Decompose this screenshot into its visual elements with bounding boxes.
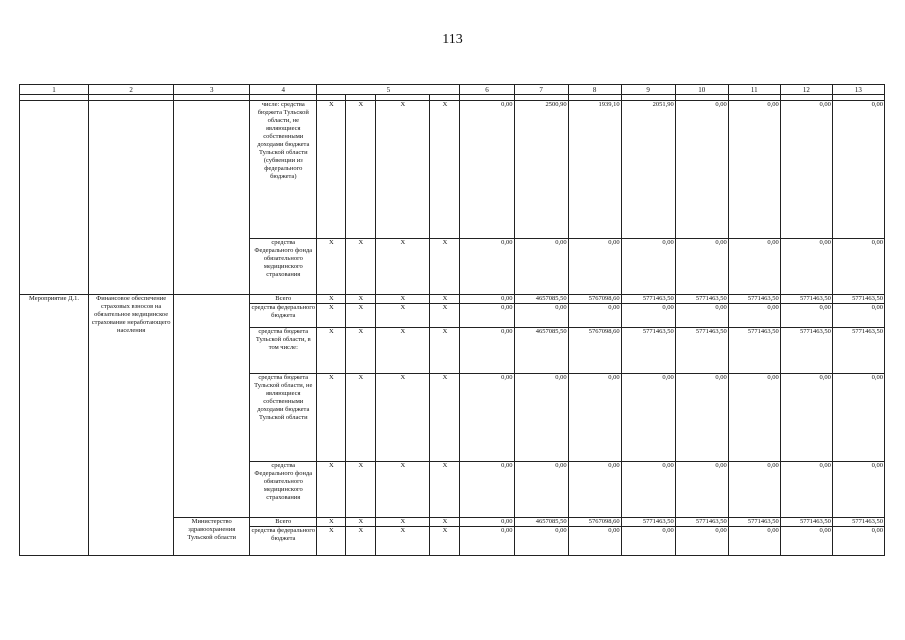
value-cell: 0,00 (832, 527, 884, 556)
value-cell: 5771463,50 (728, 518, 780, 527)
value-cell: 0,00 (728, 462, 780, 518)
header-cell: 6 (460, 85, 514, 95)
measure-id: Мероприятие Д.1. (20, 295, 89, 556)
x-mark-cell: X (317, 295, 346, 304)
value-cell: 0,00 (780, 374, 832, 462)
value-cell: 0,00 (780, 304, 832, 328)
value-cell: 0,00 (460, 518, 514, 527)
x-mark-cell: X (317, 328, 346, 374)
description-cell: средства федерального бюджета (250, 304, 317, 328)
x-mark-cell: X (430, 527, 460, 556)
value-cell: 0,00 (568, 239, 621, 295)
description-cell: средства федерального бюджета (250, 527, 317, 556)
value-cell: 5771463,50 (780, 295, 832, 304)
value-cell: 5771463,50 (621, 518, 675, 527)
value-cell: 0,00 (621, 462, 675, 518)
x-mark-cell: X (430, 328, 460, 374)
header-cell: 3 (174, 85, 250, 95)
value-cell: 0,00 (460, 101, 514, 239)
x-mark-cell: X (317, 462, 346, 518)
header-cell: 9 (621, 85, 675, 95)
value-cell: 0,00 (675, 101, 728, 239)
x-mark-cell: X (430, 239, 460, 295)
value-cell: 5771463,50 (621, 328, 675, 374)
x-mark-cell: X (346, 295, 376, 304)
page-number: 113 (442, 32, 463, 47)
description-cell: числе: средства бюджета Тульской области, не являющиеся собственными доходами бюджета Тульской области (субвенции из федерального бюджета) (250, 101, 317, 239)
value-cell: 0,00 (460, 374, 514, 462)
measure-title: Финансовое обеспечение страховых взносов на обязательное медицинское страхование неработающего населения (89, 295, 174, 556)
x-mark-cell: X (317, 239, 346, 295)
x-mark-cell: X (430, 374, 460, 462)
value-cell: 0,00 (568, 374, 621, 462)
x-mark-cell: X (346, 527, 376, 556)
x-mark-cell: X (376, 527, 430, 556)
value-cell: 0,00 (621, 239, 675, 295)
header-cell: 2 (89, 85, 174, 95)
value-cell: 5771463,50 (675, 295, 728, 304)
value-cell: 0,00 (568, 462, 621, 518)
x-mark-cell: X (317, 101, 346, 239)
value-cell: 0,00 (514, 239, 568, 295)
value-cell: 0,00 (728, 239, 780, 295)
value-cell: 5767098,60 (568, 295, 621, 304)
x-mark-cell: X (317, 374, 346, 462)
x-mark-cell: X (430, 304, 460, 328)
value-cell: 2500,90 (514, 101, 568, 239)
x-mark-cell: X (346, 101, 376, 239)
value-cell: 5767098,60 (568, 328, 621, 374)
x-mark-cell: X (317, 527, 346, 556)
value-cell: 5771463,50 (675, 518, 728, 527)
description-cell: Всего (250, 518, 317, 527)
value-cell: 0,00 (780, 101, 832, 239)
budget-table (19, 84, 885, 556)
value-cell: 5771463,50 (675, 328, 728, 374)
header-row (20, 85, 885, 95)
header-cell: 11 (728, 85, 780, 95)
value-cell: 0,00 (621, 374, 675, 462)
value-cell: 4657085,50 (514, 518, 568, 527)
x-mark-cell: X (346, 328, 376, 374)
table-row (20, 101, 885, 239)
value-cell: 5767098,60 (568, 518, 621, 527)
value-cell: 0,00 (832, 462, 884, 518)
value-cell: 2051,90 (621, 101, 675, 239)
value-cell: 5771463,50 (780, 518, 832, 527)
x-mark-cell: X (376, 518, 430, 527)
x-mark-cell: X (346, 374, 376, 462)
description-cell: средства бюджета Тульской области, в том числе: (250, 328, 317, 374)
header-cell: 4 (250, 85, 317, 95)
value-cell: 4657085,50 (514, 295, 568, 304)
col3-empty (174, 101, 250, 295)
value-cell: 0,00 (832, 304, 884, 328)
col3-empty (174, 295, 250, 518)
x-mark-cell: X (346, 304, 376, 328)
value-cell: 0,00 (460, 462, 514, 518)
value-cell: 0,00 (675, 304, 728, 328)
x-mark-cell: X (346, 239, 376, 295)
description-cell: средства Федерального фонда обязательного медицинского страхования (250, 239, 317, 295)
value-cell: 0,00 (728, 304, 780, 328)
value-cell: 0,00 (728, 527, 780, 556)
x-mark-cell: X (346, 518, 376, 527)
description-cell: средства Федерального фонда обязательного медицинского страхования (250, 462, 317, 518)
value-cell: 5771463,50 (832, 518, 884, 527)
header-cell: 8 (568, 85, 621, 95)
value-cell: 0,00 (514, 527, 568, 556)
header-cell: 12 (780, 85, 832, 95)
value-cell: 0,00 (728, 374, 780, 462)
x-mark-cell: X (430, 518, 460, 527)
col1-empty (20, 101, 89, 295)
x-mark-cell: X (430, 462, 460, 518)
x-mark-cell: X (376, 462, 430, 518)
value-cell: 5771463,50 (728, 295, 780, 304)
header-cell: 1 (20, 85, 89, 95)
value-cell: 0,00 (832, 239, 884, 295)
value-cell: 0,00 (514, 374, 568, 462)
header-cell: 5 (317, 85, 460, 95)
x-mark-cell: X (376, 304, 430, 328)
value-cell: 0,00 (568, 304, 621, 328)
value-cell: 0,00 (675, 462, 728, 518)
x-mark-cell: X (430, 295, 460, 304)
value-cell: 0,00 (514, 304, 568, 328)
value-cell: 0,00 (780, 527, 832, 556)
description-cell: Всего (250, 295, 317, 304)
responsible-executor: Министерство здравоохранения Тульской области (174, 518, 250, 556)
header-cell: 10 (675, 85, 728, 95)
value-cell: 0,00 (621, 527, 675, 556)
value-cell: 0,00 (460, 295, 514, 304)
value-cell: 0,00 (460, 304, 514, 328)
value-cell: 0,00 (568, 527, 621, 556)
x-mark-cell: X (376, 295, 430, 304)
value-cell: 0,00 (675, 374, 728, 462)
header-cell: 7 (514, 85, 568, 95)
x-mark-cell: X (346, 462, 376, 518)
value-cell: 1939,10 (568, 101, 621, 239)
x-mark-cell: X (376, 374, 430, 462)
col2-empty (89, 101, 174, 295)
value-cell: 5771463,50 (832, 295, 884, 304)
x-mark-cell: X (317, 304, 346, 328)
value-cell: 0,00 (832, 101, 884, 239)
value-cell: 0,00 (460, 328, 514, 374)
value-cell: 0,00 (514, 462, 568, 518)
value-cell: 5771463,50 (621, 295, 675, 304)
header-cell: 13 (832, 85, 884, 95)
value-cell: 0,00 (675, 527, 728, 556)
value-cell: 0,00 (832, 374, 884, 462)
value-cell: 0,00 (460, 239, 514, 295)
value-cell: 4657085,50 (514, 328, 568, 374)
value-cell: 5771463,50 (780, 328, 832, 374)
value-cell: 0,00 (621, 304, 675, 328)
x-mark-cell: X (376, 328, 430, 374)
x-mark-cell: X (317, 518, 346, 527)
value-cell: 0,00 (780, 239, 832, 295)
value-cell: 0,00 (728, 101, 780, 239)
x-mark-cell: X (430, 101, 460, 239)
description-cell: средства бюджета Тульской области, не являющиеся собственными доходами бюджета Тульской области (250, 374, 317, 462)
value-cell: 5771463,50 (832, 328, 884, 374)
value-cell: 0,00 (460, 527, 514, 556)
x-mark-cell: X (376, 101, 430, 239)
value-cell: 0,00 (675, 239, 728, 295)
value-cell: 0,00 (780, 462, 832, 518)
x-mark-cell: X (376, 239, 430, 295)
table-row (20, 295, 885, 304)
value-cell: 5771463,50 (728, 328, 780, 374)
